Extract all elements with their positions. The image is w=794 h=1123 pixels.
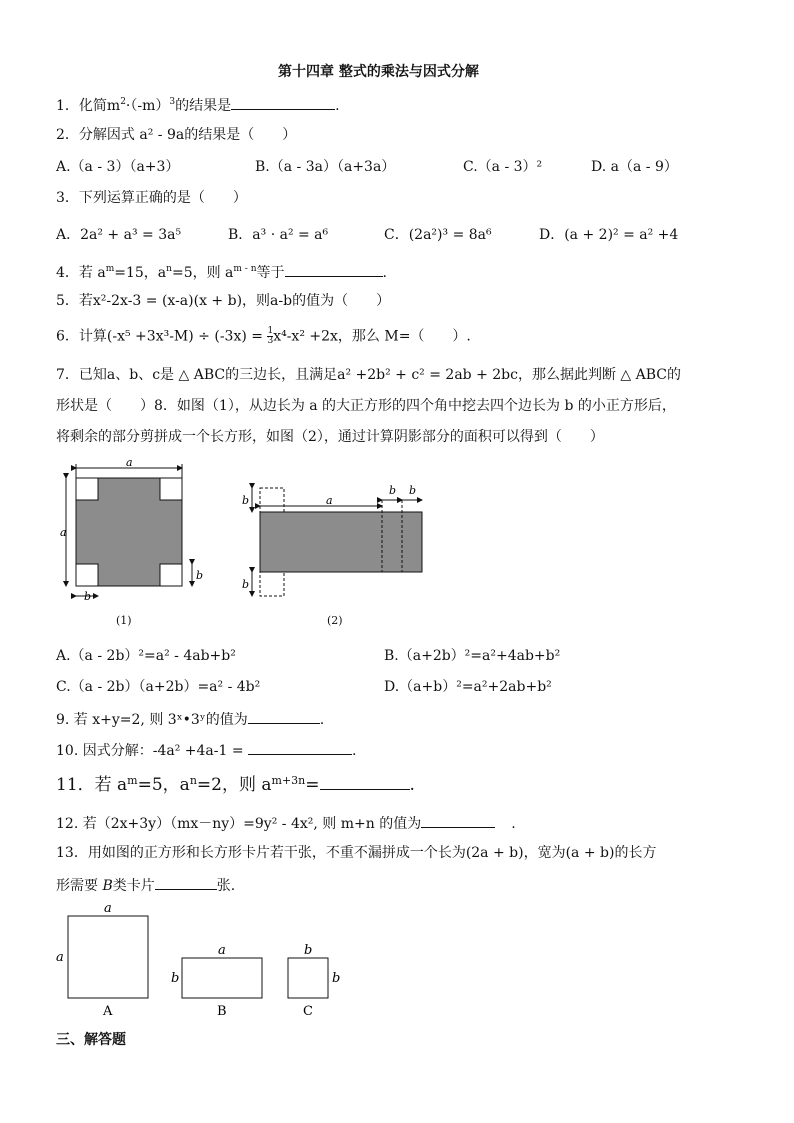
q11-text-e: . bbox=[409, 775, 415, 795]
answer-blank[interactable] bbox=[320, 775, 410, 790]
q13-text-d: 张. bbox=[216, 878, 236, 894]
q4-text-e: . bbox=[382, 265, 387, 281]
q2-option-d[interactable]: D. a（a - 9） bbox=[591, 159, 678, 175]
question-3-stem: 3．下列运算正确的是（ ） bbox=[56, 190, 247, 206]
q3-option-a[interactable]: A．2a² + a³ = 3a⁵ bbox=[56, 227, 182, 243]
question-5: 5．若x²-2x-3 = (x-a)(x + b)，则a-b的值为（ ） bbox=[56, 293, 391, 309]
question-11: 11．若 $a^m=5$，$a^n=2$，则 $a^{m+3n}=$ . bbox=[56, 774, 415, 795]
card-b-top-label: a bbox=[218, 943, 226, 958]
figure-1-square-diagram bbox=[56, 460, 216, 600]
q1-text-a: 1．化简m bbox=[56, 98, 121, 114]
q11-text-c: =2，则 a bbox=[196, 775, 272, 795]
q2-option-b[interactable]: B.（a - 3a）（a+3a） bbox=[255, 159, 396, 175]
page-title: 第十四章 整式的乘法与因式分解 bbox=[278, 64, 479, 80]
q3-option-c[interactable]: C．(2a²)³ = 8a⁶ bbox=[384, 227, 492, 243]
answer-blank[interactable] bbox=[421, 813, 495, 828]
card-c-caption: C bbox=[303, 1004, 313, 1019]
q1-text-b: ·（-m） bbox=[125, 98, 170, 114]
fraction-numerator: 1 bbox=[267, 326, 274, 336]
q2-option-a[interactable]: A.（a - 3）（a+3） bbox=[56, 159, 180, 175]
q8-option-a[interactable]: A.（a - 2b）²=a² - 4ab+b² bbox=[56, 648, 236, 664]
q11-text-b: =5，a bbox=[137, 775, 190, 795]
label-b-right: b bbox=[196, 569, 204, 582]
card-c-square bbox=[288, 958, 328, 998]
q13-text-a: 形需要 bbox=[56, 878, 103, 894]
question-1: 1．化简$m^2\cdot(-m)^3$的结果是 . bbox=[56, 97, 340, 114]
card-c-top-label: b bbox=[304, 943, 313, 958]
q4-text-a: 4．若 a bbox=[56, 265, 106, 281]
question-9 bbox=[56, 709, 324, 729]
card-c-right-label: b bbox=[332, 971, 341, 986]
fraction-denominator: 3 bbox=[267, 336, 274, 346]
question-12 bbox=[56, 813, 516, 833]
corner-square bbox=[160, 564, 182, 586]
q9-text-a: 9. 若 x+y=2, 则 3ˣ•3ʸ的值为 bbox=[56, 712, 248, 728]
question-6 bbox=[56, 327, 471, 346]
q4-text-c: =5，则 a bbox=[171, 265, 234, 281]
figure-1-caption: (1) bbox=[116, 614, 132, 627]
answer-blank[interactable] bbox=[248, 709, 320, 724]
answer-blank[interactable] bbox=[285, 262, 383, 277]
q6-text-a: 6．计算(-x⁵ +3x³-M) ÷ (-3x) = bbox=[56, 328, 268, 345]
label-b-bottom: b bbox=[84, 590, 92, 600]
card-a-top-label: a bbox=[104, 901, 112, 916]
card-b-caption: B bbox=[217, 1004, 227, 1019]
q11-text-d: = bbox=[305, 775, 320, 795]
q2-option-c[interactable]: C.（a - 3）² bbox=[463, 159, 543, 175]
q1-text-c: 的结果是 bbox=[175, 98, 232, 114]
figure-2-caption: (2) bbox=[327, 614, 343, 627]
q10-text-b: . bbox=[352, 743, 357, 759]
answer-blank[interactable] bbox=[155, 875, 217, 890]
card-figure bbox=[52, 900, 352, 1020]
q6-text-b: x⁴-x² +2x，那么 M=（ ）. bbox=[273, 328, 471, 345]
label-b: b bbox=[242, 494, 250, 507]
q1-text-d: . bbox=[335, 98, 340, 114]
q12-text-a: 12. 若（2x+3y）（mx－ny）=9y² - 4x², 则 m+n 的值为 bbox=[56, 816, 422, 832]
q3-option-b[interactable]: B．a³ · a² = a⁶ bbox=[228, 227, 329, 243]
q10-text-a: 10. 因式分解：-4a² +4a-1 = bbox=[56, 743, 249, 759]
figure-2-rectangle-diagram bbox=[240, 480, 440, 600]
card-b-left-label: b bbox=[171, 971, 180, 986]
corner-square bbox=[76, 478, 98, 500]
q4-text-d: 等于 bbox=[256, 265, 285, 281]
question-4: 4．若 $a^m=15$，$a^n=5$，则 $a^{m - n}$等于 . bbox=[56, 264, 387, 281]
q4-text-b: =15，a bbox=[114, 265, 167, 281]
shaded-rectangle bbox=[260, 512, 422, 572]
card-b-rectangle bbox=[182, 958, 262, 998]
label-b: b bbox=[389, 484, 397, 497]
q8-option-d[interactable]: D.（a+b）²=a²+2ab+b² bbox=[384, 679, 552, 695]
q13-text-c: 类卡片 bbox=[112, 878, 155, 894]
question-13-line2 bbox=[56, 875, 235, 895]
question-13-line1: 13．用如图的正方形和长方形卡片若干张，不重不漏拼成一个长为(2a + b)，宽为(a + b)的长方 bbox=[56, 845, 657, 861]
label-a: a bbox=[326, 494, 333, 507]
q12-text-b: . bbox=[511, 816, 516, 832]
question-8-line3: 将剩余的部分剪拼成一个长方形，如图（2），通过计算阴影部分的面积可以得到（ ） bbox=[56, 429, 604, 445]
label-b: b bbox=[409, 484, 417, 497]
answer-blank[interactable] bbox=[231, 95, 335, 110]
q8-option-b[interactable]: B.（a+2b）²=a²+4ab+b² bbox=[384, 648, 561, 664]
question-7-line2: 形状是（ ）8．如图（1），从边长为 a 的大正方形的四个角中挖去四个边长为 b 的小正方形后， bbox=[56, 398, 676, 414]
section-heading: 三、解答题 bbox=[56, 1032, 126, 1048]
question-2-stem: 2．分解因式 a² - 9a的结果是（ ） bbox=[56, 127, 297, 143]
card-a-caption: A bbox=[103, 1004, 113, 1019]
corner-square bbox=[160, 478, 182, 500]
question-7-line1: 7．已知a、b、c是 △ ABC的三边长，且满足a² +2b² + c² = 2ab + 2bc，那么据此判断 △ ABC的 bbox=[56, 367, 682, 383]
question-10 bbox=[56, 740, 356, 760]
answer-blank[interactable] bbox=[248, 740, 352, 755]
card-a-left-label: a bbox=[56, 950, 64, 965]
q11-text-a: 11．若 a bbox=[56, 775, 128, 795]
label-b: b bbox=[242, 578, 250, 591]
q9-text-b: . bbox=[319, 712, 325, 728]
label-a-top: a bbox=[126, 460, 133, 469]
corner-square bbox=[76, 564, 98, 586]
dashed-small-square bbox=[260, 572, 284, 596]
label-a-left: a bbox=[60, 526, 67, 539]
q13-text-b: B bbox=[102, 878, 113, 894]
dashed-small-square bbox=[260, 488, 284, 512]
card-a-square bbox=[68, 916, 148, 998]
q8-option-c[interactable]: C.（a - 2b）（a+2b）=a² - 4b² bbox=[56, 679, 261, 695]
q3-option-d[interactable]: D．(a + 2)² = a² +4 bbox=[539, 227, 679, 243]
